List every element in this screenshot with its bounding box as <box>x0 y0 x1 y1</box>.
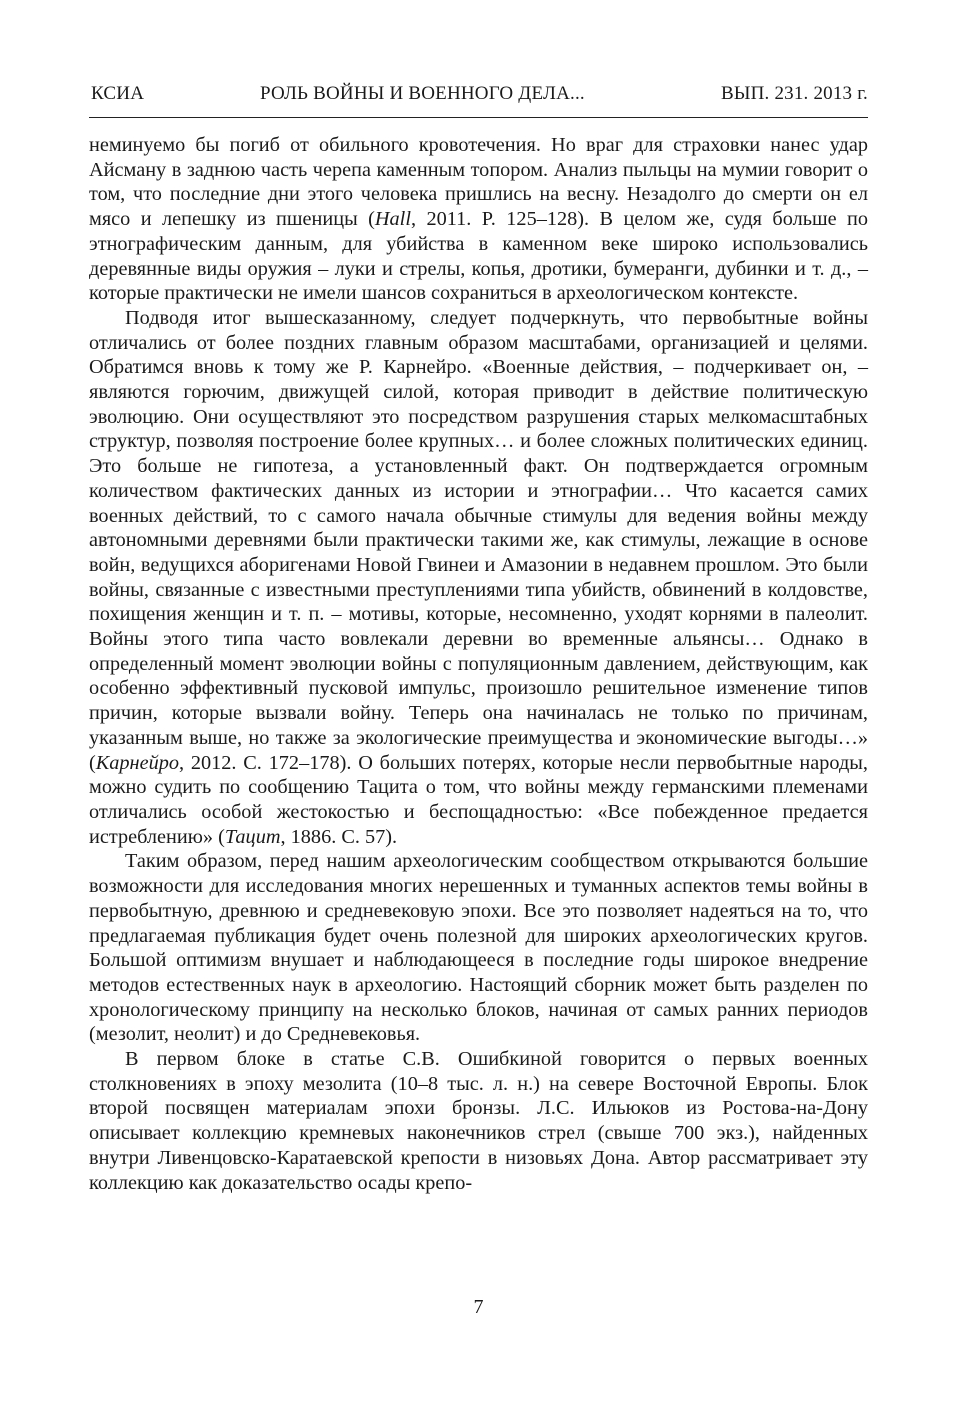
header-rule <box>89 117 868 118</box>
header-volume-title: РОЛЬ ВОЙНЫ И ВОЕННОГО ДЕЛА... <box>260 83 585 104</box>
journal-page <box>89 0 868 1418</box>
paragraph-1-text-a: неминуемо бы погиб от обильного кровотечения. Но враг для страховки нанес удар Айсману в заднюю часть черепа каменным топором. Анализ пыльцы на мумии говорит о том, что последние дни этого человека пришлись на весну. Незадолго до смерти он ел мясо и лепешку из пшеницы ( <box>89 134 868 231</box>
citation-hall: Hall <box>374 208 411 231</box>
page-number: 7 <box>473 1296 484 1318</box>
paragraph-1-text-b: , 2011. P. 125–128). В целом же, судя больше по этнографическим данным, для убийства в каменном веке широко использовались деревянные виды оружия – луки и стрелы, копья, дротики, бумеранги, дубинки и т. д., – которые практически не имели шансов сохраниться в археологическом контексте. <box>89 208 868 305</box>
citation-karneiro: Карнейро <box>95 751 179 774</box>
body-text <box>89 133 868 1195</box>
paragraph-2-text-a: Подводя итог вышесказанному, следует подчеркнуть, что первобытные войны отличались от более поздних главным образом масштабами, организацией и целями. Обратимся вновь к тому же Р. Карнейро. «Военные действия, – подчеркивает он, – являются горючим, движущей силой, которая приводит в действие политическую эволюцию. Они осуществляют это посредством разрушения старых мелкомасштабных структур, позволяя построение более крупных… и более сложных политических единиц. Это больше не гипотеза, а установленный факт. Он подтверждается огромным количеством фактических данных из истории и этнографии… Что касается самих военных действий, то с самого начала обычные стимулы для ведения войны между автономными деревнями были практически такими же, как стимулы, лежащие в основе войн, ведущихся аборигенами Новой Гвинеи и Амазонии в недавнем прошлом. Это были войны, связанные с известными преступлениями типа убийств, обвинений в колдовстве, похищения женщин и т. п. – мотивы, которые, несомненно, уходят корнями в палеолит. Войны этого типа часто вовлекали деревни во временные альянсы… Однако в определенный момент эволюции войны с популяционным давлением, действующим, как особенно эффективный пусковой импульс, произошло решительное изменение типов причин, которые вызвали войну. Теперь она начиналась не только по причинам, указанным выше, но также за экологические преимущества и экономические выгоды…» ( <box>89 306 868 774</box>
paragraph-1 <box>89 133 868 306</box>
header-issue-year: ВЫП. 231. 2013 г. <box>720 83 868 104</box>
paragraph-4: В первом блоке в статье С.В. Ошибкиной говорится о первых военных столкновениях в эпоху мезолита (10–8 тыс. л. н.) на севере Восточной Европы. Блок второй посвящен материалам эпохи бронзы. Л.С. Ильюков из Ростова-на-Дону описывает коллекцию кремневых наконечников стрел (свыше 700 экз.), найденных внутри Ливенцовско-Каратаевской крепости в низовьях Дона. Автор рассматривает эту коллекцию как доказательство осады крепо- <box>89 1048 868 1194</box>
paragraph-2 <box>89 306 868 849</box>
paragraph-2-text-b: , 2012. С. 172–178). О больших потерях, которые несли первобытные народы, можно судить по сообщению Тацита о том, что войны между германскими племенами отличались особой жестокостью и беспощадностью: «Все побежденное предается истреблению» ( <box>89 751 868 848</box>
citation-tacit: Тацит <box>224 825 281 848</box>
paragraph-2-text-c: , 1886. С. 57). <box>280 825 398 848</box>
running-header <box>89 83 868 111</box>
header-journal-abbrev: КСИА <box>91 83 145 104</box>
paragraph-3: Таким образом, перед нашим археологическим сообществом открываются большие возможности для исследования многих нерешенных и туманных аспектов темы войны в первобытную, древнюю и средневековую эпохи. Все это позволяет надеяться на то, что предлагаемая публикация будет очень полезной для широких археологических кругов. Большой оптимизм внушает и наблюдающееся в последние годы широкое внедрение методов естественных наук в археологию. Настоящий сборник может быть разделен по хронологическому принципу на несколько блоков, начиная от самых ранних периодов (мезолит, неолит) и до Средневековья. <box>89 850 868 1046</box>
